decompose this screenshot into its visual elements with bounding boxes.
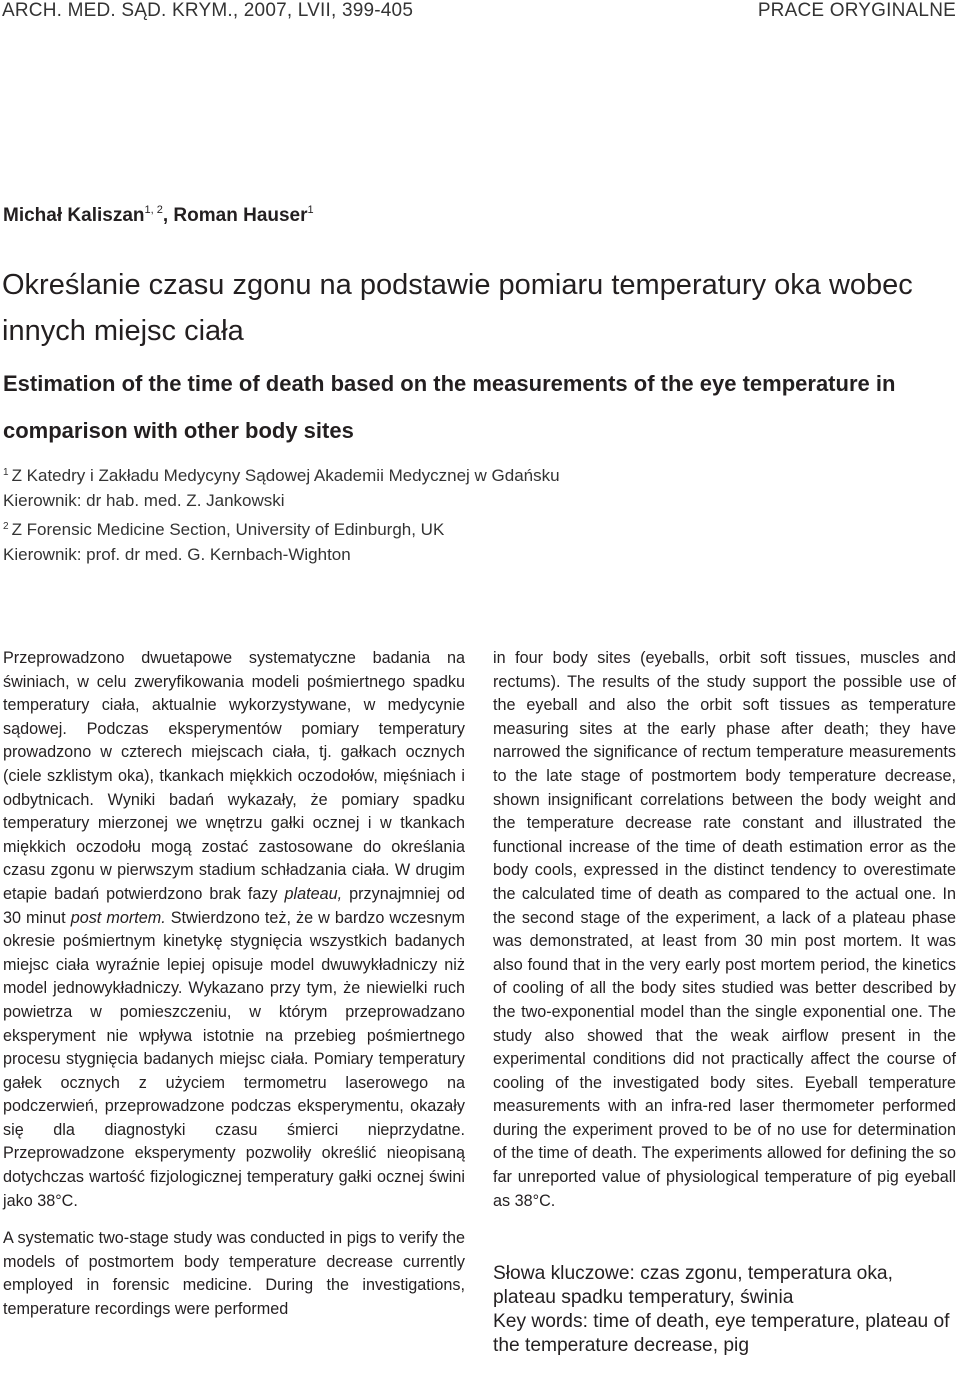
author-affiliation-mark: 1, 2	[144, 204, 163, 216]
author-name: Michał Kaliszan	[3, 205, 145, 226]
abstract-polish-italic: plateau,	[284, 884, 343, 903]
abstract-english-start: A systematic two-stage study was conducted in pigs to verify the models of postmortem body temperature decrease currently employed in forensic medicine. During the investigations, temperature recordings were performed	[3, 1229, 465, 1319]
abstract-english-continued: in four body sites (eyeballs, orbit soft tissues, muscles and rectums). The results of the study support the possible use of the eyeball and also the orbit soft tissues as temperature measuring sites at the early phase after death; they have narrowed the significance of rectum temperature measurements to the late stage of postmortem body temperature decrease, shown insignificant correlations between the body weight and the temperature decrease rate constant and illustrated the functional increase of the time of death estimation error as the body cools, expressed in the distinct tendency to overestimate the calculated time of death as compared to the actual one. In the second stage of the experiment, a lack of a plateau phase was demonstrated, at least from 30 min post mortem. It was also found that in the very early post mortem period, the kinetics of cooling of all the body sites studied was better described by the two-exponential model than the single exponential one. The study also showed that the weak airflow present in the experimental conditions did not practically affect the course of cooling of the investigated body sites. Eyeball temperature measurements with an infra-red laser thermometer performed during the experiment proved to be of no use for determination of the time of death. The experiments allowed for defining the so far unreported value of physiological temperature of pig eyeball as 38°C.	[493, 649, 956, 1210]
right-column	[493, 647, 956, 1213]
affiliation-head: Kierownik: prof. dr med. G. Kernbach-Wighton	[3, 544, 351, 564]
abstract-polish-text: przynajmniej od 30 minut	[3, 884, 465, 927]
affiliation-line	[3, 514, 903, 542]
title-polish: Określanie czasu zgonu na podstawie pomiaru temperatury oka wobec innych miejsc ciała	[2, 269, 913, 347]
affiliation-line	[3, 460, 903, 488]
affiliation-name: Z Katedry i Zakładu Medycyny Sądowej Akademii Medycznej w Gdańsku	[11, 466, 560, 485]
keywords-polish: Słowa kluczowe: czas zgonu, temperatura oka, plateau spadku temperatury, świnia	[493, 1263, 893, 1308]
affiliation-name: Z Forensic Medicine Section, University of Edinburgh, UK	[11, 519, 445, 539]
author-name: Roman Hauser	[173, 205, 308, 226]
abstract-polish	[3, 647, 465, 1213]
keywords	[493, 1262, 958, 1358]
author-list	[3, 204, 314, 227]
affiliations	[3, 460, 903, 567]
abstract-polish-text: Przeprowadzono dwuetapowe systematyczne badania na świniach, w celu zweryfikowania modeli pośmiertnego spadku temperatury ciała, aktualnie wykorzystywane, w medycynie sądowej. Podczas eksperymentów pomiary temperatury prowadzono w czterech miejscach ciała, tj. gałkach ocznych (ciele szklistym oka), tkankach miękkich oczodołów, mięśniach i odbytnicach. Wyniki badań wykazały, że pomiary spadku temperatury mierzonej we wnętrzu gałki ocznej i w tkankach miękkich oczodołu mogą zostać zastosowane do określania czasu zgonu w pierwszym stadium schładzania ciała. W drugim etapie badań potwierdzono brak fazy	[3, 649, 465, 903]
affiliation-mark: 2	[3, 520, 9, 532]
author-separator: ,	[162, 205, 174, 226]
affiliation-head: Kierownik: dr hab. med. Z. Jankowski	[3, 491, 285, 511]
journal-citation: ARCH. MED. SĄD. KRYM., 2007, LVII, 399-405	[2, 0, 414, 21]
affiliation-mark: 1	[3, 467, 9, 478]
left-column	[3, 647, 465, 1322]
keywords-english: Key words: time of death, eye temperature, plateau of the temperature decrease, pig	[493, 1311, 950, 1356]
abstract-polish-text: Stwierdzono też, że w bardzo wczesnym okresie pośmiertnym kinetykę stygnięcia wszystkich badanych miejsc ciała wyraźnie lepiej opisuje model dwuwykładniczy niż model jednowykładniczy. Wykazano przy tym, że niewielki ruch powietrza w pomieszczeniu, w którym przeprowadzano eksperyment nie wpływa istotnie na przebieg pośmiertnego procesu stygnięcia badanych miejsc ciała. Pomiary temperatury gałek ocznych z użyciem termometru laserowego na podczerwień, przeprowadzone podczas eksperymentu, okazały się dla diagnostyki czasu śmierci nieprzydatne. Przeprowadzone eksperymenty pozwoliły określić nieopisaną dotychczas wartość fizjologicznej temperatury gałki ocznej świni jako 38°C.	[3, 908, 465, 1210]
author-affiliation-mark: 1	[307, 204, 314, 216]
abstract-polish-italic: post mortem.	[70, 908, 166, 927]
title-english: Estimation of the time of death based on the measurements of the eye temperature in comparison with other body sites	[3, 371, 896, 443]
article-type: PRACE ORYGINALNE	[757, 0, 956, 21]
